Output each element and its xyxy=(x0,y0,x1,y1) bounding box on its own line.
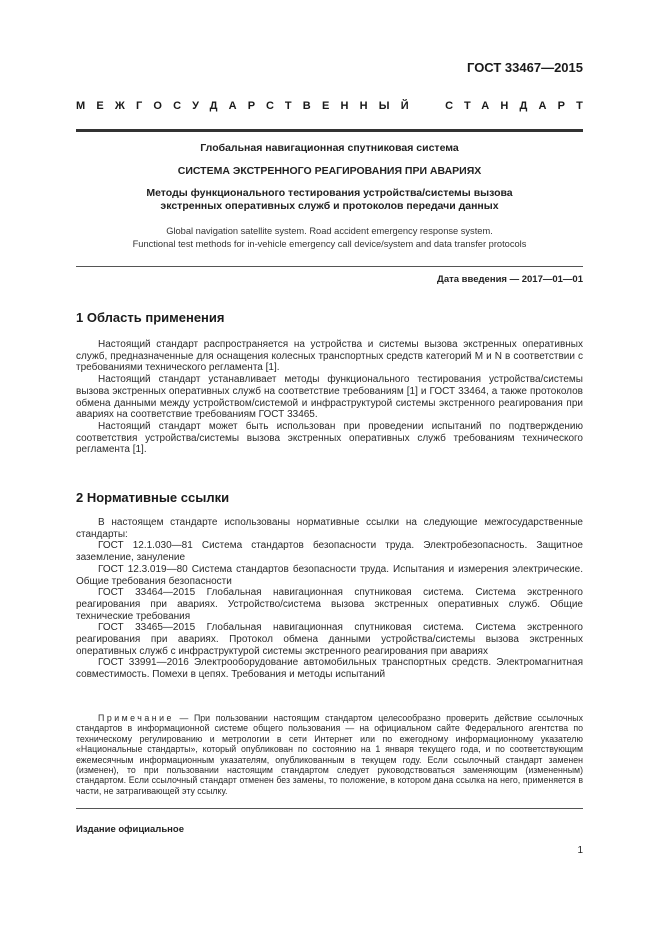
subtitle-line: экстренных оперативных служб и протоколов передачи данных xyxy=(160,200,499,212)
paragraph: Настоящий стандарт может быть использован при проведении испытаний по подтверждению соответствия устройства/системы вызова экстренных оперативных служб требованиям технического регламента [1]. xyxy=(76,420,583,456)
document-subtitle xyxy=(76,187,583,213)
title-divider xyxy=(76,266,583,267)
section-1-body xyxy=(76,339,583,456)
section-2-body xyxy=(76,517,583,681)
header-divider xyxy=(76,129,583,132)
footer-divider xyxy=(76,808,583,809)
banner-word-interstate: МЕЖГОСУДАРСТВЕННЫЙ xyxy=(76,100,420,112)
reference-item: ГОСТ 12.3.019—80 Система стандартов безопасности труда. Испытания и измерения электрические. Общие требования безопасности xyxy=(76,563,583,587)
reference-item: ГОСТ 33465—2015 Глобальная навигационная спутниковая система. Система экстренного реагирования при авариях. Протокол обмена данными устройства/системы вызова экстренных оперативных служб с инфраструктурой системы экстренного реагирования при авариях xyxy=(76,622,583,657)
paragraph: В настоящем стандарте использованы нормативные ссылки на следующие межгосударственные стандарты: xyxy=(76,517,583,540)
note-text: — При пользовании настоящим стандартом целесообразно проверить действие ссылочных стандартов в информационной системе общего пользования — на официальном сайте Федерального агентства по техническому регулированию и метрологии в сети Интернет или по ежегодному информационному указателю «Национальные стандарты», который опубликован по состоянию на 1 января текущего года, и по соответствующим ежемесячным информационным указателям, опубликованным в текущем году. Если ссылочный стандарт заменен (изменен), то при пользовании настоящим стандартом следует руководствоваться заменяющим (измененным) стандартом. Если ссылочный стандарт отменен без замены, то положение, в котором дана ссылка на него, применяется в части, не затрагивающей эту ссылку. xyxy=(76,713,583,796)
english-title xyxy=(76,225,583,251)
banner-word-standard: СТАНДАРТ xyxy=(445,100,594,112)
introduction-date: Дата введения — 2017—01—01 xyxy=(437,274,583,285)
page-number: 1 xyxy=(577,845,583,856)
reference-item: ГОСТ 33464—2015 Глобальная навигационная спутниковая система. Система экстренного реагирования при авариях. Устройство/система вызова экстренных оперативных служб. Общие технические требования xyxy=(76,587,583,622)
reference-item: ГОСТ 12.1.030—81 Система стандартов безопасности труда. Электробезопасность. Защитное заземление, зануление xyxy=(76,540,583,564)
paragraph: Настоящий стандарт распространяется на устройства и системы вызова экстренных оперативных служб, предназначенные для оснащения колесных транспортных средств категорий М и N в соответствии с требованиями технического регламента [1]. xyxy=(76,339,583,374)
subtitle-line: Методы функционального тестирования устройства/системы вызова xyxy=(146,187,513,199)
note-block xyxy=(76,713,583,796)
document-code: ГОСТ 33467—2015 xyxy=(467,60,583,75)
paragraph: Настоящий стандарт устанавливает методы функционального тестирования устройства/системы вызова экстренных оперативных служб на соответствие требованиям [1] и ГОСТ 33464, а также протоколов обмена данными между устройством/системой и инфраструктурой системы экстренного реагирования при авариях на соответствие требованиям ГОСТ 33465. xyxy=(76,374,583,421)
section-2-heading: 2 Нормативные ссылки xyxy=(76,490,230,505)
reference-item: ГОСТ 33991—2016 Электрооборудование автомобильных транспортных средств. Электромагнитная совместимость. Помехи в цепях. Требования и методы испытаний xyxy=(76,657,583,681)
document-title: СИСТЕМА ЭКСТРЕННОГО РЕАГИРОВАНИЯ ПРИ АВАРИЯХ xyxy=(177,165,482,177)
english-title-line: Global navigation satellite system. Road accident emergency response system. xyxy=(166,226,493,236)
note-paragraph xyxy=(76,713,583,796)
interstate-standard-banner xyxy=(76,100,594,112)
section-1-heading: 1 Область применения xyxy=(76,310,225,325)
series-title: Глобальная навигационная спутниковая система xyxy=(200,142,459,154)
note-label: Примечание xyxy=(98,713,174,723)
english-title-line: Functional test methods for in-vehicle emergency call device/system and data transfer protocols xyxy=(132,239,527,249)
official-edition-label: Издание официальное xyxy=(76,824,184,835)
